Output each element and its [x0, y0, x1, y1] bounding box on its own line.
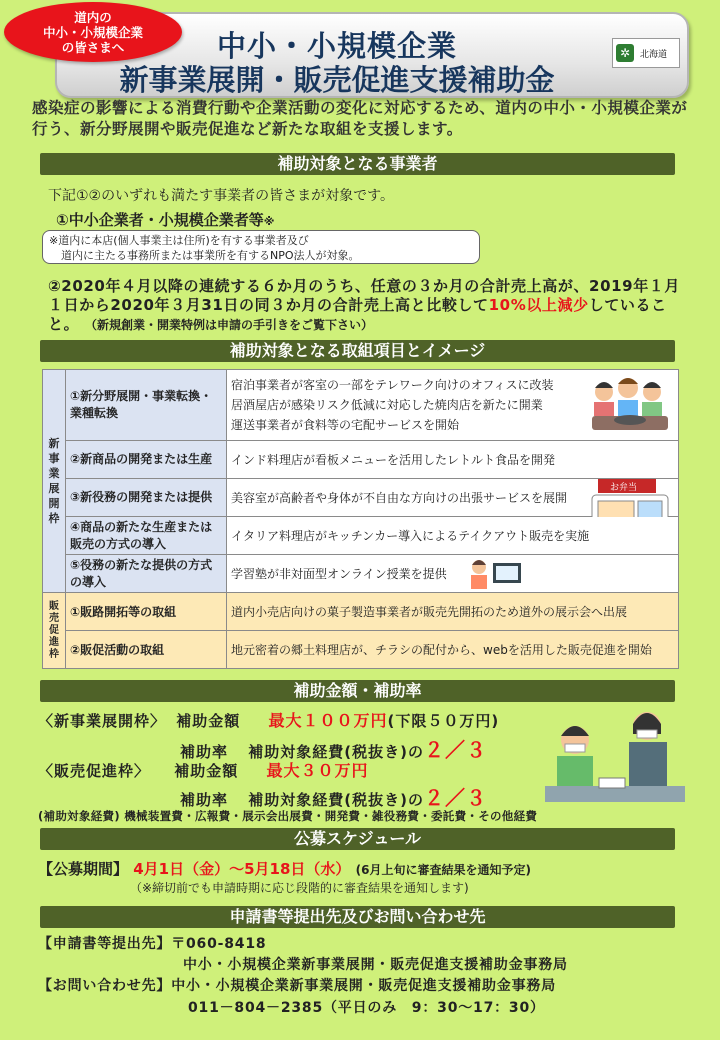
table-row — [43, 517, 679, 555]
submission-label: 【申請書等提出先】 — [38, 936, 172, 952]
item-description — [227, 441, 679, 479]
amounts-heading: 補助金額・補助率 — [40, 680, 675, 702]
items-heading: 補助対象となる取組項目とイメージ — [40, 340, 675, 362]
eligibility-lead: 下記①②のいずれも満たす事業者の皆さまが対象です。 — [48, 188, 394, 204]
period-sub-note: （※締切前でも申請時期に応じ段階的に審査結果を通知します) — [130, 881, 469, 895]
item-description — [227, 631, 679, 669]
desc-line: インド料理店が看板メニューを活用したレトルト食品を開発 — [231, 452, 556, 467]
postal-code: 〒060-8418 — [171, 936, 267, 952]
sales-rate-line — [180, 782, 487, 811]
table-row — [43, 631, 679, 669]
condition-2-highlight: 10%以上減少 — [488, 296, 589, 314]
new-business-rate-value: ２／３ — [423, 738, 487, 762]
submission-line — [38, 933, 266, 953]
application-period — [38, 858, 531, 879]
inquiry-office: 中小・小規模企業新事業展開・販売促進支援補助金事務局 — [171, 978, 557, 994]
item-description — [227, 593, 679, 631]
new-business-amount-line — [38, 708, 499, 731]
note-line2: 道内に主たる事務所または事業所を有するNPO法人が対象。 — [61, 249, 360, 262]
period-label: 【公募期間】 — [38, 860, 129, 878]
rate-label: 補助率 — [180, 743, 229, 761]
eligibility-heading: 補助対象となる事業者 — [40, 153, 675, 175]
new-business-label: 〈新事業展開枠〉 — [38, 712, 167, 730]
desc-line: イタリア料理店がキッチンカー導入によるテイクアウト販売を実施 — [231, 528, 590, 543]
sales-rate-value: ２／３ — [423, 786, 487, 810]
condition-1-mark: ※ — [263, 215, 275, 228]
intro-text: 感染症の影響による消費行動や企業活動の変化に対応するため、道内の中小・小規模企業が行う、新分野展開や販売促進など新たな取組を支援します。 — [32, 99, 688, 138]
schedule-heading: 公募スケジュール — [40, 828, 675, 850]
badge-line2: 中小・小規模企業 — [42, 24, 143, 40]
desc-line: 美容室が高齢者や身体が不自由な方向けの出張サービスを展開 — [231, 490, 568, 505]
new-business-max-amount: 最大１００万円 — [268, 711, 388, 730]
inquiry-line — [38, 975, 556, 995]
yakiniku-family-illustration — [588, 374, 672, 436]
category-sales-promotion: 販売促進枠 — [43, 593, 66, 669]
condition-2 — [48, 277, 688, 335]
item-label: ①新分野展開・事業転換・業種転換 — [66, 370, 227, 441]
table-row — [43, 555, 679, 593]
amount-label: 補助金額 — [176, 712, 241, 730]
sales-max-amount: 最大３０万円 — [266, 761, 369, 780]
submission-office: 中小・小規模企業新事業展開・販売促進支援補助金事務局 — [183, 957, 568, 973]
contact-heading: 申請書等提出先及びお問い合わせ先 — [40, 906, 675, 928]
badge-line3: の皆さまへ — [61, 39, 125, 55]
new-business-min-amount: (下限５０万円) — [387, 712, 500, 730]
audience-badge — [4, 2, 182, 62]
sales-amount-line — [38, 758, 369, 781]
table-row — [43, 479, 679, 517]
desc-line: 道内小売店向けの菓子製造事業者が販売先開拓のため道外の展示会へ出展 — [231, 604, 628, 619]
table-row — [43, 370, 679, 441]
bento-sign-text: お弁当 — [610, 483, 638, 493]
hokkaido-logo — [612, 38, 680, 68]
rate-text: 補助対象経費(税抜き)の — [248, 743, 424, 761]
desc-line: 居酒屋店が感染リスク低減に対応した焼肉店を新たに開業 — [231, 398, 543, 412]
badge-line1: 道内の — [74, 9, 112, 25]
desc-line: 学習塾が非対面型オンライン授業を提供 — [231, 566, 447, 581]
rate-label: 補助率 — [180, 791, 229, 809]
rate-text: 補助対象経費(税抜き)の — [248, 791, 424, 809]
period-note: (6月上旬に審査結果を通知予定) — [355, 863, 531, 877]
table-row — [43, 593, 679, 631]
condition-2-text-b: していること。 — [48, 296, 667, 333]
condition-2-text-a: ②2020年４月以降の連続する６か月のうち、任意の３か月の合計売上高が、2019年１月１日から2020年３月31日の同３か月の合計売上高と比較して — [48, 277, 680, 314]
item-description — [227, 517, 679, 555]
phone-number: 011－804－2385（平日のみ 9：30～17：30） — [188, 1000, 545, 1016]
desc-line: 運送事業者が食料等の宅配サービスを開始 — [231, 418, 460, 432]
condition-1 — [56, 209, 274, 230]
item-description — [227, 555, 679, 593]
item-label: ②新商品の開発または生産 — [66, 441, 227, 479]
note-line1: ※道内に本店(個人事業主は住所)を有する事業者及び — [49, 234, 309, 247]
item-label: ②販促活動の取組 — [66, 631, 227, 669]
period-value: 4月1日（金）～5月18日（水） — [133, 860, 351, 878]
condition-2-note: （新規創業・開業特例は申請の手引きをご覧下さい） — [85, 318, 374, 332]
item-label: ③新役務の開発または提供 — [66, 479, 227, 517]
desc-line: 宿泊事業者が客室の一部をテレワーク向けのオフィスに改装 — [231, 378, 554, 392]
item-label: ①販路開拓等の取組 — [66, 593, 227, 631]
consultation-illustration — [545, 702, 685, 806]
desc-line: 地元密着の郷土料理店が、チラシの配付から、webを活用した販売促進を開始 — [231, 642, 652, 657]
table-row — [43, 441, 679, 479]
item-description — [227, 479, 679, 517]
sales-label: 〈販売促進枠〉 — [38, 762, 151, 780]
title-line2: 新事業展開・販売促進支援補助金 — [119, 63, 555, 97]
condition-1-title: ①中小企業者・小規模企業者等 — [56, 211, 264, 229]
expense-list: (補助対象経費) 機械装置費・広報費・展示会出展費・開発費・雑役務費・委託費・その他経費 — [38, 809, 538, 823]
item-description — [227, 370, 679, 441]
items-table — [42, 369, 679, 669]
title-line1: 中小・小規模企業 — [216, 29, 457, 63]
hokkaido-star-icon: ✲ — [616, 44, 634, 62]
item-label: ④商品の新たな生産または販売の方式の導入 — [66, 517, 227, 555]
logo-text: 北海道 — [640, 49, 668, 60]
amount-label: 補助金額 — [174, 762, 239, 780]
category-new-business: 新事業展開枠 — [43, 370, 66, 593]
inquiry-label: 【お問い合わせ先】 — [38, 978, 172, 994]
condition-1-note — [42, 230, 480, 264]
item-label: ⑤役務の新たな提供の方式の導入 — [66, 555, 227, 593]
online-class-illustration — [465, 557, 525, 591]
